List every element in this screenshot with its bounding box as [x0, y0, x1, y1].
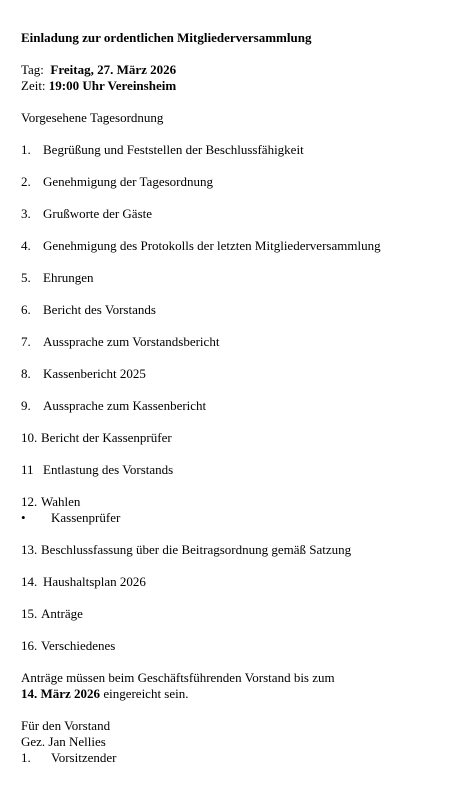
agenda-text: Verschiedenes [41, 638, 116, 653]
agenda-text: Grußworte der Gäste [43, 206, 153, 221]
agenda-item [21, 206, 152, 222]
agenda-text: Wahlen [41, 494, 81, 509]
agenda-item [21, 542, 351, 558]
agenda-item [21, 606, 83, 622]
agenda-number: 7. [21, 334, 31, 349]
agenda-item [21, 638, 115, 654]
day-label: Tag: [21, 62, 44, 77]
meta-time [21, 78, 176, 94]
role-number: 1. [21, 750, 31, 765]
agenda-item [21, 238, 381, 254]
agenda-item [21, 302, 156, 318]
agenda-item [21, 334, 219, 350]
agenda-number: 14. [21, 574, 38, 589]
agenda-item [21, 142, 304, 158]
time-label: Zeit: [21, 78, 46, 93]
agenda-subtext: Kassenprüfer [51, 510, 121, 525]
agenda-text: Haushaltsplan 2026 [43, 574, 146, 589]
agenda-item [21, 270, 94, 286]
agenda-text: Begrüßung und Feststellen der Beschlussfähigkeit [43, 142, 304, 157]
agenda-text: Bericht der Kassenprüfer [41, 430, 172, 445]
day-value: Freitag, 27. März 2026 [50, 62, 177, 77]
agenda-item [21, 398, 206, 414]
agenda-text: Aussprache zum Vorstandsbericht [43, 334, 220, 349]
agenda-number: 4. [21, 238, 31, 253]
notice-deadline: 14. März 2026 [21, 686, 101, 701]
agenda-text: Bericht des Vorstands [43, 302, 156, 317]
agenda-item [21, 574, 146, 590]
agenda-text: Anträge [41, 606, 83, 621]
agenda-text: Genehmigung der Tagesordnung [43, 174, 213, 189]
agenda-text: Entlastung des Vorstands [43, 462, 174, 477]
document-title: Einladung zur ordentlichen Mitgliederversammlung [21, 30, 312, 45]
agenda-text: Kassenbericht 2025 [43, 366, 146, 381]
agenda-number: 15. [21, 606, 38, 621]
agenda-number: 11 [21, 462, 34, 477]
meta-day [21, 62, 176, 78]
agenda-item [21, 462, 173, 478]
role-text: Vorsitzender [51, 750, 117, 765]
agenda-number: 8. [21, 366, 31, 381]
time-value: 19:00 Uhr Vereinsheim [48, 78, 177, 93]
agenda-text: Aussprache zum Kassenbericht [43, 398, 207, 413]
agenda-number: 13. [21, 542, 38, 557]
agenda-text: Genehmigung des Protokolls der letzten Mitgliederversammlung [43, 238, 381, 253]
notice-rest: eingereicht sein. [100, 686, 189, 701]
agenda-number: 12. [21, 494, 38, 509]
agenda-subitem [21, 510, 120, 526]
notice-line-2 [21, 686, 189, 702]
agenda-number: 6. [21, 302, 31, 317]
signature-line-1: Für den Vorstand [21, 718, 111, 733]
agenda-number: 2. [21, 174, 31, 189]
agenda-text: Beschlussfassung über die Beitragsordnung gemäß Satzung [41, 542, 352, 557]
signature-line-2: Gez. Jan Nellies [21, 734, 106, 749]
agenda-item [21, 494, 80, 510]
bullet-icon: • [21, 510, 26, 525]
agenda-item [21, 174, 213, 190]
agenda-number: 1. [21, 142, 31, 157]
signature-role [21, 750, 116, 766]
agenda-heading: Vorgesehene Tagesordnung [21, 110, 164, 125]
notice-line-1: Anträge müssen beim Geschäftsführenden Vorstand bis zum [21, 670, 335, 685]
agenda-item [21, 366, 146, 382]
agenda-item [21, 430, 172, 446]
agenda-number: 9. [21, 398, 31, 413]
agenda-text: Ehrungen [43, 270, 94, 285]
agenda-number: 5. [21, 270, 31, 285]
agenda-number: 3. [21, 206, 31, 221]
agenda-number: 16. [21, 638, 38, 653]
agenda-number: 10. [21, 430, 38, 445]
